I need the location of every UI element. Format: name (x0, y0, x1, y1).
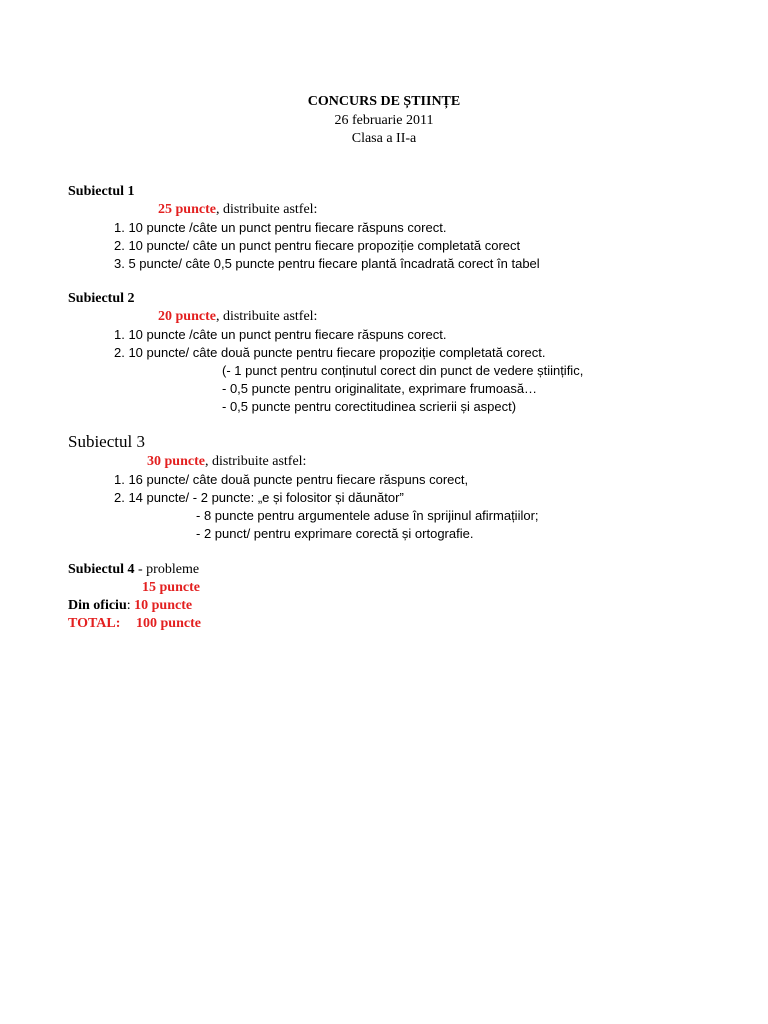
s2-subitem-3: - 0,5 puncte pentru corectitudinea scrierii și aspect) (222, 399, 517, 414)
total-label: TOTAL: (68, 616, 121, 631)
s4-points: 15 puncte (142, 580, 200, 595)
s2-item-2: 2. 10 puncte/ câte două puncte pentru fiecare propoziție completată corect. (114, 345, 546, 360)
document-class: Clasa a II-a (351, 131, 417, 146)
s2-heading: Subiectul 2 (68, 291, 135, 306)
s4-suffix: - probleme (134, 562, 200, 577)
s2-item-1: 1. 10 puncte /câte un punct pentru fiecare răspuns corect. (114, 327, 447, 342)
document-title: CONCURS DE ȘTIINȚE (307, 94, 461, 109)
s1-intro-text: , distribuite astfel: (215, 202, 318, 217)
s3-item-1: 1. 16 puncte/ câte două puncte pentru fiecare răspuns corect, (114, 472, 469, 487)
s2-points: 20 puncte (158, 309, 216, 324)
oficiu-label: Din oficiu (68, 598, 127, 613)
s1-heading: Subiectul 1 (68, 184, 135, 199)
total-points: 100 puncte (136, 616, 201, 631)
s3-intro-text: , distribuite astfel: (204, 454, 307, 469)
s2-subitem-1: (- 1 punct pentru conținutul corect din punct de vedere științific, (222, 363, 584, 378)
s1-item-2: 2. 10 puncte/ câte un punct pentru fiecare propoziție completată corect (114, 238, 521, 253)
s4-heading-line (68, 561, 199, 579)
s3-heading: Subiectul 3 (68, 432, 145, 451)
oficiu-line (68, 597, 192, 615)
oficiu-points: 10 puncte (134, 598, 193, 613)
s2-intro-text: , distribuite astfel: (215, 309, 318, 324)
s2-intro (158, 308, 317, 326)
s3-item-2: 2. 14 puncte/ - 2 puncte: „e și folositor și dăunător” (114, 490, 404, 505)
s3-subitem-2: - 2 punct/ pentru exprimare corectă și ortografie. (196, 526, 474, 541)
s3-subitem-1: - 8 puncte pentru argumentele aduse în sprijinul afirmațiilor; (196, 508, 539, 523)
oficiu-colon: : (126, 598, 135, 613)
s2-subitem-2: - 0,5 puncte pentru originalitate, exprimare frumoasă… (222, 381, 538, 396)
s1-points: 25 puncte (158, 202, 216, 217)
s3-intro (147, 453, 306, 471)
s1-item-3: 3. 5 puncte/ câte 0,5 puncte pentru fiecare plantă încadrată corect în tabel (114, 256, 540, 271)
document-date: 26 februarie 2011 (334, 113, 434, 128)
s1-intro (158, 201, 317, 219)
s4-heading: Subiectul 4 (68, 562, 135, 577)
s3-points: 30 puncte (147, 454, 205, 469)
s1-item-1: 1. 10 puncte /câte un punct pentru fiecare răspuns corect. (114, 220, 447, 235)
